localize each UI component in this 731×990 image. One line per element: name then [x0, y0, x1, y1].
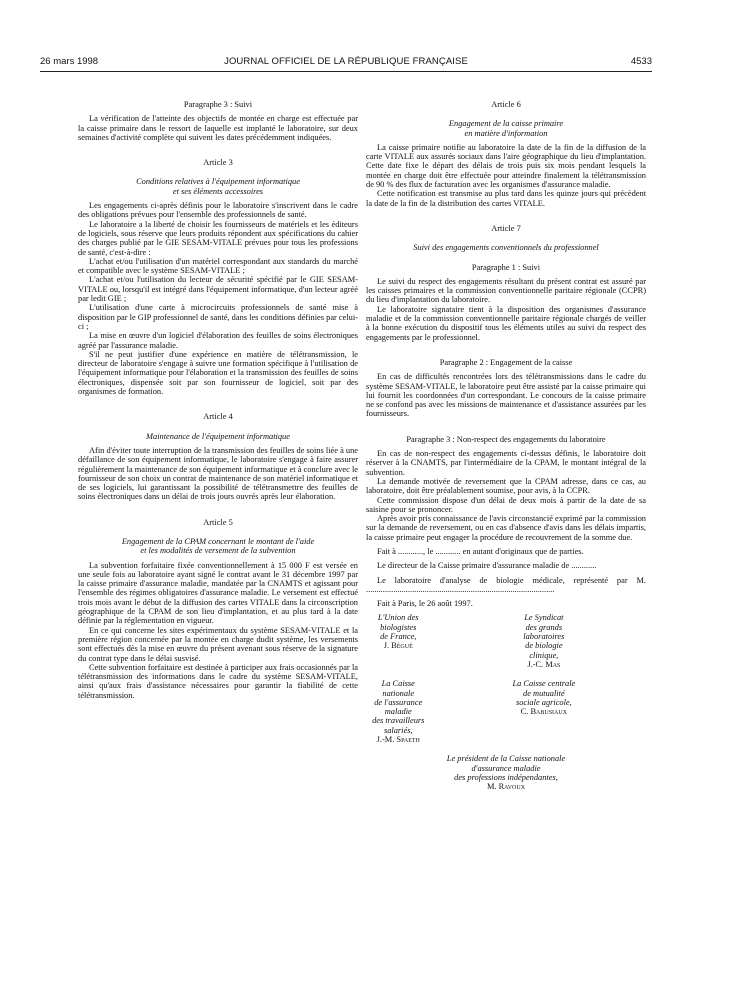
article-6-p2: Cette notification est transmise au plus tard dans les quinze jours qui précèdent la date de la fin de la distribution des cartes VITALE. [366, 189, 646, 208]
signature-ccmsa: La Caisse centrale de mutualité sociale agricole, C. Babusiaux [512, 679, 576, 717]
header-date: 26 mars 1998 [40, 56, 99, 67]
header-rule [40, 71, 652, 72]
article-7-p4: En cas de non-respect des engagements ci-dessus définis, le laboratoire doit réserver à la CNAMTS, par l'intermédiaire de la CPAM, le montant intégral de la subvention. [366, 449, 646, 477]
article-7-paragraph-2-title: Paragraphe 2 : Engagement de la caisse [439, 357, 573, 367]
article-5-p3: Cette subvention forfaitaire est destinée à participer aux frais occasionnés par la télétransmission des informations dans le cadre du système SESAM-VITALE, ainsi qu'aux frais d'assistance nécessaires pour garantir la fiabilité de cette télétransmission. [78, 662, 358, 700]
article-3-subtitle-1: Conditions relatives à l'équipement informatique [136, 177, 300, 187]
article-6-title: Article 6 [491, 100, 521, 109]
paragraph-3-title: Paragraphe 3 : Suivi [183, 100, 253, 109]
article-3-p7: S'il ne peut justifier d'une expérience en matière de télétransmission, le directeur de laboratoire s'engage à suivre une formation spécifique à l'utilisation de l'équipement informatique pour l'élaboration et la transmission des feuilles de soins électroniques, dispensée soit par son fournisseur de logiciel, soit par des organismes de formation. [78, 349, 358, 397]
laboratoire-line: Le laboratoire d'analyse de biologie médicale, représenté par M. .......................................................................................... [366, 575, 646, 594]
article-4-p1: Afin d'éviter toute interruption de la transmission des feuilles de soins liée à une défaillance de son équipement informatique, le laboratoire s'engage à faire assurer régulièrement la maintenance de son équipement informatique et à conclure avec le fournisseur de son choix un contrat de maintenance de son matériel informatique et de ses logiciels, lui garantissant la possibilité de télétransmettre des feuilles de soins électroniques dans un délai de trois jours ouvrés après leur élaboration. [78, 445, 358, 502]
signature-syndicat-laboratoires: Le Syndicat des grands laboratoires de biologie clinique, J.-C. Mas [523, 613, 565, 669]
article-4-title: Article 4 [203, 412, 233, 422]
article-7-paragraph-1-title: Paragraphe 1 : Suivi [471, 262, 541, 272]
article-5-title: Article 5 [203, 517, 233, 527]
paragraph-3-text: La vérification de l'atteinte des objectifs de montée en charge est effectuée par la caisse primaire dans le ressort de laquelle est implanté le laboratoire, sur deux semaines d'activité complète qui suivent les dates précédemment indiquées. [78, 114, 358, 142]
article-6-p1: La caisse primaire notifie au laboratoire la date de la fin de la diffusion de la carte VITALE aux assurés sociaux dans l'aire géographique du lieu d'implantation. Cette date fixe le départ des délais de trois puis six mois pendant lesquels la montée en charge doit être effectuée pour atteindre finalement la télétransmission de 90 % des flux de facturation avec les organismes d'assurance maladie. [366, 142, 646, 190]
header-page-number: 4533 [630, 56, 652, 67]
article-6-subtitle-2: en matière d'information [464, 128, 548, 138]
fait-paris-line: Fait à Paris, le 26 août 1997. [377, 599, 473, 609]
article-7-p5: La demande motivée de reversement que la CPAM adresse, dans ce cas, au laboratoire, doit être préalablement soumise, pour avis, à la CCPR. [366, 476, 646, 496]
article-7-p6: Cette commission dispose d'un délai de deux mois à partir de la date de sa saisine pour se prononcer. [366, 495, 646, 514]
article-6-subtitle-1: Engagement de la caisse primaire [448, 119, 564, 129]
article-4-subtitle: Maintenance de l'équipement informatique [146, 431, 290, 441]
signatures-row-1 [366, 613, 646, 669]
fait-a-line: Fait à ............, le ............ en autant d'originaux que de parties. [377, 546, 584, 556]
article-7-p7: Après avoir pris connaissance de l'avis circonstancié exprimé par la commission sur la demande de reversement, ou en cas d'absence d'avis dans les délais impartis, la caisse primaire peut engager la procédure de recouvrement de la somme due. [366, 514, 646, 542]
article-3-p4: L'achat et/ou l'utilisation du lecteur de sécurité spécifié par le GIE SESAM-VITALE ou, lorsqu'il est intégré dans l'équipement informatique, d'un lecteur agréé par ledit GIE ; [78, 275, 358, 304]
left-column [78, 100, 358, 700]
signature-cnamts: La Caisse nationale de l'assurance maladie des travailleurs salariés, J.-M. Spaeth [372, 679, 425, 745]
header-journal-title: JOURNAL OFFICIEL DE LA RÉPUBLIQUE FRANÇAISE [224, 56, 468, 67]
article-7-p2: Le laboratoire signataire tient à la disposition des organismes d'assurance maladie et de la commission conventionnelle paritaire régionale chargés de veiller à la bonne exécution du dispositif tous les éléments utiles au suivi du respect des engagements par le professionnel. [366, 304, 646, 342]
signatures-row-2 [366, 679, 646, 744]
article-3-p5: L'utilisation d'une carte à microcircuits professionnels de santé mise à disposition par le GIP professionnel de santé, dans les conditions définies par celui-ci ; [78, 303, 358, 331]
signature-union-biologistes: L'Union des biologistes de France, J. Bégué [377, 613, 419, 651]
article-7-subtitle: Suivi des engagements conventionnels du professionnel [413, 243, 599, 253]
article-3-title: Article 3 [203, 158, 233, 168]
article-3-p3: L'achat et/ou l'utilisation d'un matériel correspondant aux standards du marché et compatible avec le système SESAM-VITALE ; [78, 256, 358, 276]
right-column [366, 100, 646, 792]
article-3-p6: La mise en œuvre d'un logiciel d'élaboration des feuilles de soins électroniques agréé par l'assurance maladie. [78, 331, 358, 350]
article-3-p1: Les engagements ci-après définis pour le laboratoire s'inscrivent dans le cadre des obligations prévues pour l'ensemble des professionnels de santé. [78, 201, 358, 220]
article-3-p2: Le laboratoire a la liberté de choisir les fournisseurs de matériels et les éditeurs de logiciels, sous réserve que leurs produits répondent aux spécifications du cahier des charges publié par le GIE SESAM-VITALE prévues pour tous les professions de santé, c'est-à-dire : [78, 219, 358, 257]
page-header [40, 56, 652, 70]
directeur-line: Le directeur de la Caisse primaire d'assurance maladie de ............ [377, 561, 597, 571]
article-3-subtitle-2: et ses éléments accessoires [172, 186, 264, 196]
article-5-p1: La subvention forfaitaire fixée conventionnellement à 15 000 F est versée en une seule fois au laboratoire ayant signé le contrat avant le 31 décembre 1997 par la caisse primaire d'assurance maladie, mandatée par la CNAMTS et agissant pour l'ensemble des régimes obligatoires d'assurance maladie. Le versement est effectué trois mois avant le début de la diffusion des cartes VITALE dans la circonscription géographique de la CPAM de son lieu d'implantation, et au plus tard à la date définie par la réglementation en vigueur. [78, 560, 358, 626]
article-5-subtitle-1: Engagement de la CPAM concernant le montant de l'aide [121, 536, 315, 546]
article-7-p1: Le suivi du respect des engagements résultant du présent contrat est assuré par les caisses primaires et la commission conventionnelle paritaire régionale (CCPR) du lieu d'implantation du laboratoire. [366, 276, 646, 305]
article-5-p2: En ce qui concerne les sites expérimentaux du système SESAM-VITALE et la première région concernée par la montée en charge dudit système, les versements sont effectués dès la mise en œuvre du présent avenant sous réserve de la signature du contrat type dans le délai susvisé. [78, 625, 358, 663]
article-7-title: Article 7 [491, 223, 521, 233]
article-7-p3: En cas de difficultés rencontrées lors des télétransmissions dans le cadre du système SESAM-VITALE, le laboratoire peut être assisté par la caisse primaire qui lui fournit les coordonnées d'un correspondant. Le concours de la caisse primaire ne se confond pas avec les missions de maintenance et d'assistance assurées par les fournisseurs. [366, 372, 646, 419]
article-7-paragraph-3-title: Paragraphe 3 : Non-respect des engagements du laboratoire [406, 434, 606, 444]
signature-canam: Le président de la Caisse nationale d'assurance maladie des professions indépendantes, M. Ravoux [446, 754, 566, 792]
article-5-subtitle-2: et les modalités de versement de la subvention [140, 546, 296, 556]
